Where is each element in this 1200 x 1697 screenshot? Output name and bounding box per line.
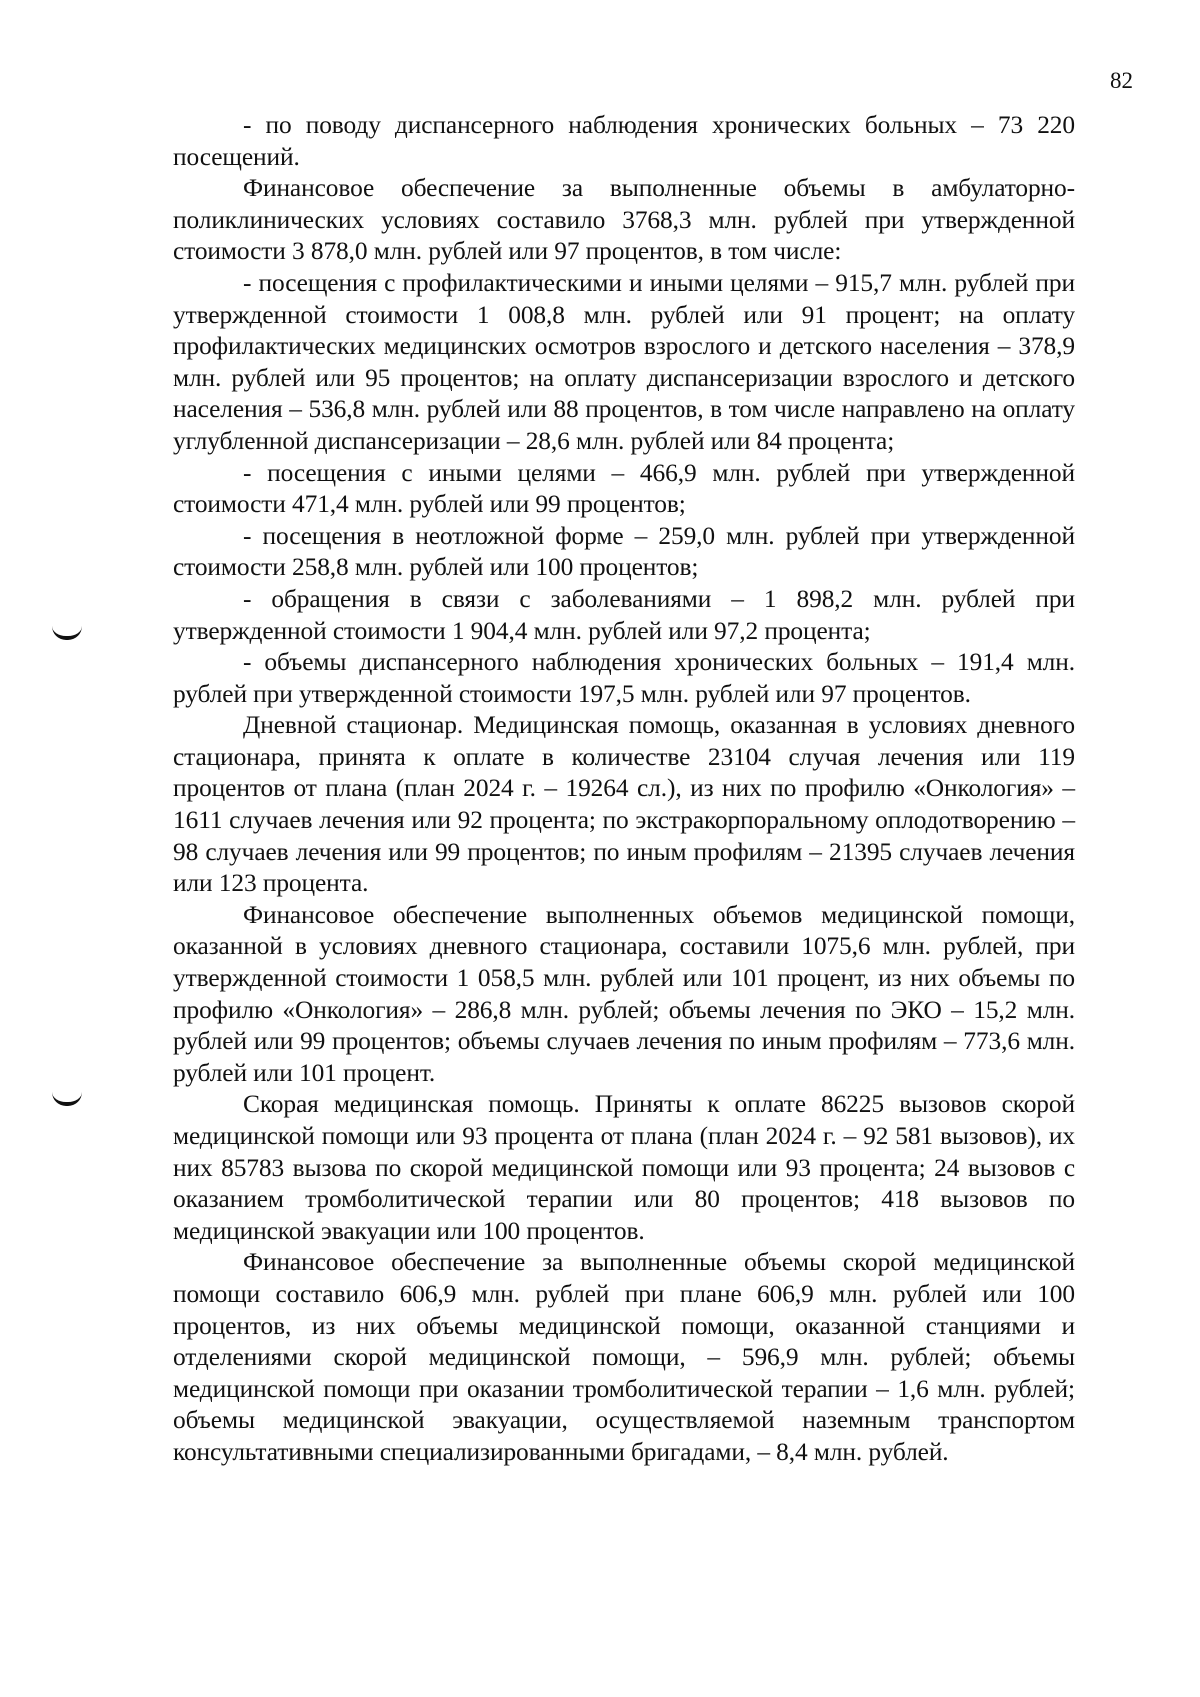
paragraph: - посещения в неотложной форме – 259,0 млн. рублей при утвержденной стоимости 258,8 млн. рублей или 100 процентов; bbox=[173, 521, 1075, 582]
paragraph: - обращения в связи с заболеваниями – 1 898,2 млн. рублей при утвержденной стоимости 1 904,4 млн. рублей или 97,2 процента; bbox=[173, 584, 1075, 645]
paragraph: Скорая медицинская помощь. Приняты к оплате 86225 вызовов скорой медицинской помощи или 93 процента от плана (план 2024 г. – 92 581 вызовов), их них 85783 вызова по скорой медицинской помощи или 93 процента; 24 вызовов с оказанием тромболитической терапии или 80 процентов; 418 вызовов по медицинской эвакуации или 100 процентов. bbox=[173, 1090, 1075, 1245]
paragraph: Финансовое обеспечение выполненных объемов медицинской помощи, оказанной в условиях дневного стационара, составили 1075,6 млн. рублей, при утвержденной стоимости 1 058,5 млн. рублей или 101 процент, из них объемы по профилю «Онкология» – 286,8 млн. рублей; объемы лечения по ЭКО – 15,2 млн. рублей или 99 процентов; объемы случаев лечения по иным профилям – 773,6 млн. рублей или 101 процент. bbox=[173, 900, 1075, 1087]
paragraph: Финансовое обеспечение за выполненные объемы скорой медицинской помощи составило 606,9 млн. рублей при плане 606,9 млн. рублей или 100 процентов, из них объемы медицинской помощи, оказанной станциями и отделениями скорой медицинской помощи, – 596,9 млн. рублей; объемы медицинской помощи при оказании тромболитической терапии – 1,6 млн. рублей; объемы медицинской эвакуации, осуществляемой наземным транспортом консультативными специализированными бригадами, – 8,4 млн. рублей. bbox=[173, 1248, 1075, 1466]
page-number: 82 bbox=[1110, 68, 1133, 93]
margin-mark bbox=[52, 626, 82, 640]
paragraph: - посещения с иными целями – 466,9 млн. рублей при утвержденной стоимости 471,4 млн. рублей или 99 процентов; bbox=[173, 458, 1075, 519]
paragraph: Финансовое обеспечение за выполненные объемы в амбулаторно-поликлинических условиях составило 3768,3 млн. рублей при утвержденной стоимости 3 878,0 млн. рублей или 97 процентов, в том числе: bbox=[173, 174, 1075, 266]
paragraph: - посещения с профилактическими и иными целями – 915,7 млн. рублей при утвержденной стоимости 1 008,8 млн. рублей или 91 процент; на оплату профилактических медицинских осмотров взрослого и детского населения – 378,9 млн. рублей или 95 процентов; на оплату диспансеризации взрослого и детского населения – 536,8 млн. рублей или 88 процентов, в том числе направлено на оплату углубленной диспансеризации – 28,6 млн. рублей или 84 процента; bbox=[173, 268, 1075, 455]
paragraph: - по поводу диспансерного наблюдения хронических больных – 73 220 посещений. bbox=[173, 111, 1075, 171]
paragraph: Дневной стационар. Медицинская помощь, оказанная в условиях дневного стационара, принята к оплате в количестве 23104 случая лечения или 119 процентов от плана (план 2024 г. – 19264 сл.), из них по профилю «Онкология» – 1611 случаев лечения или 92 процента; по экстракорпоральному оплодотворению – 98 случаев лечения или 99 процентов; по иным профилям – 21395 случаев лечения или 123 процента. bbox=[173, 711, 1075, 898]
document-body bbox=[173, 110, 1075, 1469]
margin-mark bbox=[52, 1092, 82, 1106]
paragraph: - объемы диспансерного наблюдения хронических больных – 191,4 млн. рублей при утвержденной стоимости 197,5 млн. рублей или 97 процентов. bbox=[173, 648, 1075, 708]
